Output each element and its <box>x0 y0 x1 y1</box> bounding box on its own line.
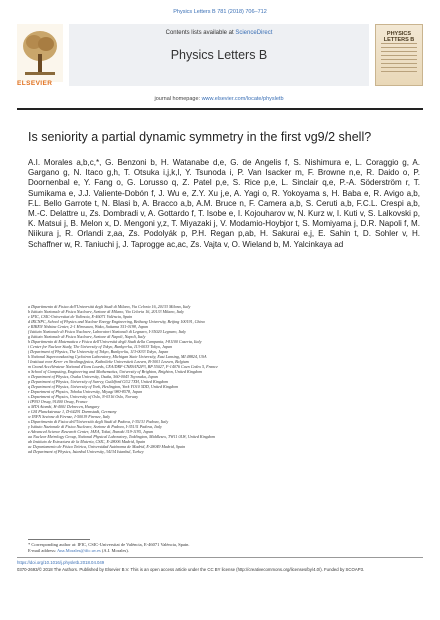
email-link[interactable]: Ana.Morales@ific.uv.es <box>57 548 101 553</box>
footnote-separator <box>28 539 90 540</box>
article-title: Is seniority a partial dynamic symmetry in the first νg9/2 shell? <box>28 130 372 144</box>
doi-link[interactable]: https://doi.org/10.1016/j.physletb.2018.04.049 <box>17 560 105 565</box>
affiliation-item: d IRCNPC, School of Physics and Nuclear Energy Engineering, Beihang University, Beijing 100191, China <box>28 319 205 325</box>
affiliation-item: h Dipartimento di Matematica e Fisica dell'Università degli Studi della Campania, I-81100 Caserta, Italy <box>28 339 202 345</box>
affiliation-item: i Center for Nuclear Study, The University of Tokyo, Bunkyo-ku, 113-0033 Tokyo, Japan <box>28 344 173 350</box>
author-list: A.I. Morales a,b,c,*, G. Benzoni b, H. Watanabe d,e, G. de Angelis f, S. Nishimura e, L. Coraggio g, A. Gargano g, N. Itaco g,h, T. Otsuka i,j,k,l, Y. Tsunoda i, P. Van Isacker m, F. Browne n,e, R. Daido o, P. Doornenbal e, Y. Fang o, G. Lorusso q, Z. Patel p,e, S. Rice p,e, L. Sinclair q,e, P.-A. Söderström r, T. Sumikama e, J.J. Valiente-Dobón f, J. Wu e, Z.Y. Xu j,e, A. Yagi o, R. Yokoyama s, H. Baba e, R. Avigo a,b, F.L. Bello Garrote t, N. Blasi b, A. Bracco a,b, A.M. Bruce n, F. Camera a,b, S. Ceruti a,b, F.C.L. Crespi a,b, M.-C. Delattre u, Zs. Dombradi v, A. Gottardo f, T. Isobe e, I. Kojouharov w, N. Kurz w, I. Kuti v, S. Lalkovski p, K. Matsui j, B. Melon x, D. Mengoni y,z, T. Miyazaki j, V. Modamio-Hoybjor t, S. Momiyama j, D.R. Napoli f, M. Niikura j, R. Orlandi z,aa, Zs. Podolyák p, P.H. Regan p,ab, H. Sakurai e,j, E. Sahin t, D. Sohler v, H. Schaffner w, R. Taniuchi j, J. Taprogge ac,ac, Zs. Vajta v, O. Wieland b, M. Yalcinkaya ad <box>28 158 420 249</box>
affiliation-item: r Department of Physics, Tohoku University, Miyagi 980-8578, Japan <box>28 389 143 395</box>
affiliation-item: k National Superconducting Cyclotron Laboratory, Michigan State University, East Lansing, MI 48824, USA <box>28 354 207 360</box>
affiliation-item: ac Departamento de Física Teórica, Universidad Autónoma de Madrid, E-28049 Madrid, Spain <box>28 444 186 450</box>
affiliation-list <box>28 304 420 454</box>
affiliation-item: m Grand Accélérateur National d'Ions Lourds, CEA/DRF-CNRS/IN2P3, BP 55027, F-14076 Caen Cedex 5, France <box>28 364 218 370</box>
affiliation-item: x Dipartimento di Fisica dell'Università degli Studi di Padova, I-35131 Padova, Italy <box>28 419 169 425</box>
affiliation-item: z Advanced Science Research Center, JAEA, Tokai, Ibaraki 319-1195, Japan <box>28 429 153 435</box>
email-note <box>28 548 420 554</box>
homepage-link[interactable]: www.elsevier.com/locate/physletb <box>201 96 284 102</box>
contents-text: Contents lists available at <box>165 30 234 36</box>
affiliation-item: w INFN Sezione di Firenze, I-50019 Firenze, Italy <box>28 414 111 420</box>
affiliation-item: g Istituto Nazionale di Fisica Nucleare, Sezione di Napoli, Napoli, Italy <box>28 334 146 340</box>
cover-decoration <box>381 43 417 75</box>
affiliation-item: u MTA Atomki, H-4001 Debrecen, Hungary <box>28 404 100 410</box>
publisher-name: ELSEVIER <box>17 80 53 87</box>
affiliation-item: ab Instituto de Estructura de la Materia, CSIC, E-28006 Madrid, Spain <box>28 439 146 445</box>
affiliation-item: l Instituut voor Kern- en Stralingsfysica, Katholieke Universiteit Leuven, B-3001 Leuven, Belgium <box>28 359 189 365</box>
contents-line <box>69 30 369 36</box>
affiliation-item: aa Nuclear Metrology Group, National Physical Laboratory, Teddington, Middlesex, TW11 0LW, United Kingdom <box>28 434 215 440</box>
footer-divider <box>17 557 423 558</box>
affiliation-item: y Istituto Nazionale di Fisica Nucleare, Sezione di Padova, I-35131 Padova, Italy <box>28 424 162 430</box>
journal-homepage <box>69 96 369 102</box>
license-text: 0370-2693/© 2018 The Authors. Published by Elsevier B.V. This is an open access article under the CC BY license (http://creativecommons.org/licenses/by/4.0/). Funded by SCOAP3. <box>17 567 365 572</box>
sciencedirect-link[interactable]: ScienceDirect <box>235 30 273 36</box>
affiliation-item: e RIKEN Nishina Center, 2-1 Hirosawa, Wako, Saitama 351-0198, Japan <box>28 324 148 330</box>
email-suffix: (A.I. Morales). <box>101 548 129 553</box>
tree-logo-icon <box>17 24 63 82</box>
email-label: E-mail address: <box>28 548 57 553</box>
affiliation-item: p Department of Physics, University of Surrey, Guildford GU2 7XH, United Kingdom <box>28 379 169 385</box>
corresponding-author-note: * Corresponding author at: IFIC, CSIC-Universitat de València, E-46071 València, Spain. <box>28 542 190 547</box>
affiliation-item: s Department of Physics, University of Oslo, N-0316 Oslo, Norway <box>28 394 139 400</box>
header-divider <box>17 108 423 110</box>
elsevier-logo <box>17 24 63 82</box>
affiliation-item: j Department of Physics, The University of Tokyo, Bunkyo-ku, 113-0033 Tokyo, Japan <box>28 349 169 355</box>
affiliation-item: o Department of Physics, Osaka University, Osaka, 560-0043 Toyonaka, Japan <box>28 374 158 380</box>
affiliation-item: c IFIC, CSIC-Universitat de València, E-46071 València, Spain <box>28 314 133 320</box>
affiliation-item: ad Department of Physics, Istanbul University, 34134 Istanbul, Turkey <box>28 449 144 455</box>
homepage-label: journal homepage: <box>154 96 202 102</box>
journal-cover-thumbnail <box>375 24 423 86</box>
affiliation-item: t IPNO Orsay, 91400 Orsay, France <box>28 399 88 405</box>
affiliation-item: a Dipartimento di Fisica dell'Università degli Studi di Milano, Via Celoria 16, 20133 Milano, Italy <box>28 304 191 309</box>
affiliation-item: b Istituto Nazionale di Fisica Nucleare, Sezione di Milano, Via Celoria 16, 20133 Milano, Italy <box>28 309 185 315</box>
journal-citation[interactable]: Physics Letters B 781 (2018) 706–712 <box>173 9 267 15</box>
cover-title: PHYSICS LETTERS B <box>383 31 415 43</box>
doi-line <box>17 560 423 566</box>
affiliation-item: n School of Computing, Engineering and Mathematics, University of Brighton, Brighton, United Kingdom <box>28 369 202 375</box>
affiliation-item: v GSI Planckstrasse 1, D-64291 Darmstadt, Germany <box>28 409 117 415</box>
journal-header <box>17 24 423 104</box>
affiliation-item: f Istituto Nazionale di Fisica Nucleare, Laboratori Nazionali di Legnaro, I-35020 Legnaro, Italy <box>28 329 186 335</box>
journal-banner <box>69 24 369 86</box>
journal-name: Physics Letters B <box>170 48 268 62</box>
affiliation-item: q Department of Physics, University of York, Heslington, York YO10 5DD, United Kingdom <box>28 384 179 390</box>
